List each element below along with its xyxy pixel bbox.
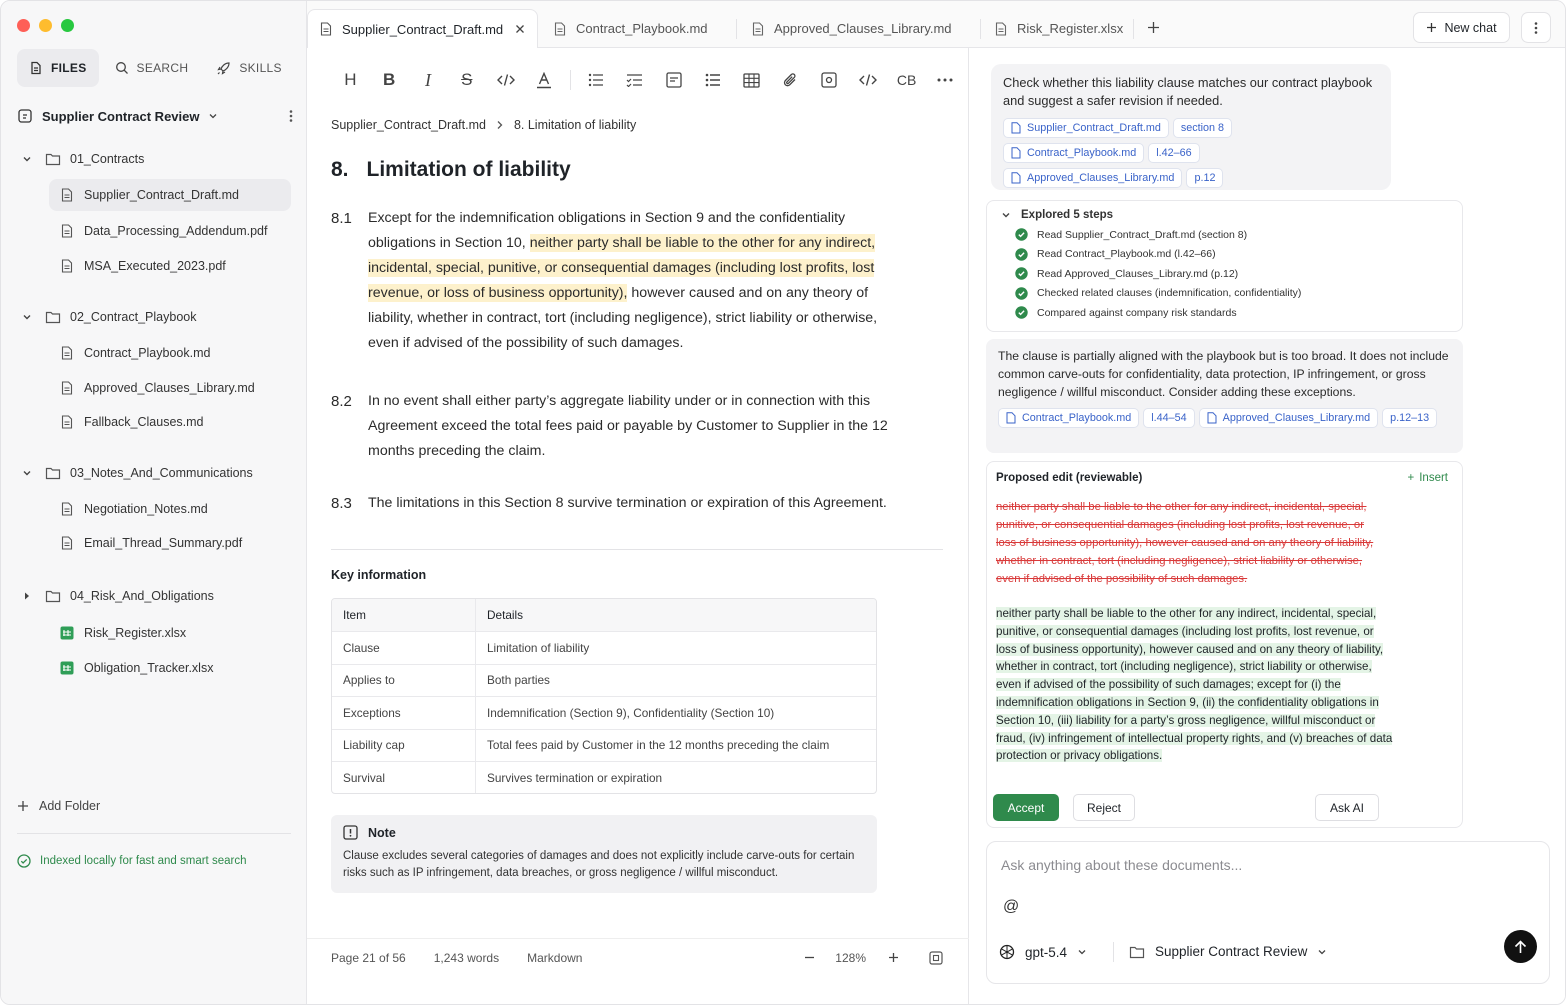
project-selector[interactable] (1129, 944, 1327, 959)
table-row (332, 631, 876, 663)
folder-03-notes-and-communications[interactable] (17, 457, 293, 489)
note-callout (331, 815, 877, 893)
strikethrough-icon: S (461, 70, 473, 89)
editor-pane (307, 48, 969, 1005)
tab-label: Contract_Playbook.md (576, 21, 708, 36)
add-folder-button[interactable] (17, 799, 100, 813)
code-icon (497, 73, 515, 87)
clause-text-pre: Except for the indemnification obligations in Section 9 and the confidentiality obligations in Section 10, (368, 210, 846, 251)
model-icon (999, 944, 1015, 960)
user-message-text: Check whether this liability clause matches our contract playbook and suggest a safer revision if needed. (1003, 75, 1373, 108)
plus-icon (1147, 21, 1160, 34)
reference-location-chip[interactable]: p.12–13 (1382, 408, 1437, 428)
numbered-list-button[interactable] (693, 66, 732, 94)
reference-chip[interactable] (1003, 143, 1144, 163)
checklist-button[interactable] (616, 66, 655, 94)
heading-icon: H (344, 70, 357, 89)
tab-search-label: SEARCH (136, 61, 189, 75)
bold-button[interactable] (370, 66, 409, 94)
tab-search[interactable] (103, 49, 201, 87)
document-icon (59, 187, 75, 203)
check-circle-icon (1015, 287, 1028, 300)
reference-file: Contract_Playbook.md (1027, 147, 1137, 159)
chat-input[interactable]: Ask anything about these documents... (1001, 857, 1243, 873)
reference-chip[interactable] (1003, 168, 1182, 188)
file-contract-playbook[interactable] (49, 337, 325, 369)
reference-file: Approved_Clauses_Library.md (1222, 412, 1371, 424)
text-color-icon (536, 72, 552, 89)
step-item (1015, 303, 1448, 323)
bold-icon: B (383, 70, 396, 89)
new-tab-button[interactable] (1147, 21, 1160, 34)
clause-number: 8.1 (331, 210, 352, 227)
new-chat-button[interactable] (1413, 12, 1510, 43)
table-row (332, 761, 876, 793)
reference-file: Supplier_Contract_Draft.md (1027, 122, 1161, 134)
folder-icon (45, 588, 61, 604)
tab-files[interactable] (17, 49, 99, 87)
tab-label: Risk_Register.xlsx (1017, 21, 1124, 36)
tab-bar (307, 1, 1566, 48)
step-text: Compared against company risk standards (1037, 306, 1237, 319)
clause-number: 8.2 (331, 393, 352, 410)
key-info-table (331, 598, 877, 794)
check-circle-icon (1015, 228, 1028, 241)
step-item (1015, 284, 1448, 304)
clause-text-post: however caused and on any theory of liability, whether in contract, tort (including negligence), strict liability or otherwise, even if advised of the possibility of such damages. (368, 285, 878, 351)
attach-button[interactable] (771, 66, 810, 94)
key-info-title: Key information (331, 568, 427, 582)
table-row (332, 729, 876, 761)
more-horizontal-icon (937, 78, 953, 82)
accept-button[interactable]: Accept (993, 794, 1059, 821)
info-icon (343, 825, 358, 840)
table-row (332, 664, 876, 696)
table-cell: Both parties (487, 673, 550, 688)
clause-8-1[interactable] (331, 206, 911, 356)
embed-icon (821, 72, 837, 88)
list-icon (705, 73, 721, 87)
cb-button[interactable] (887, 66, 926, 94)
file-label: Supplier_Contract_Draft.md (84, 188, 239, 202)
file-label: Data_Processing_Addendum.pdf (84, 224, 268, 238)
clause-8-2[interactable] (331, 389, 911, 464)
file-obligation-tracker[interactable] (49, 652, 325, 684)
code-icon (859, 73, 877, 87)
model-selector[interactable] (999, 944, 1087, 960)
embed-button[interactable] (810, 66, 849, 94)
minimize-window-button[interactable] (39, 19, 52, 32)
document-icon (59, 345, 75, 361)
table-cell: Survives termination or expiration (487, 770, 663, 785)
file-email-thread-summary[interactable] (49, 527, 325, 559)
workspace-icon (17, 108, 33, 124)
editor-mode[interactable]: Markdown (527, 950, 583, 965)
table-cell: Liability cap (332, 730, 476, 761)
step-list (1001, 225, 1448, 323)
document-icon (1011, 147, 1021, 159)
reference-file: Contract_Playbook.md (1022, 412, 1132, 424)
page-indicator: Page 21 of 56 (331, 950, 406, 965)
document-icon (995, 22, 1007, 36)
clause-8-3[interactable] (331, 491, 951, 516)
document-icon (59, 535, 75, 551)
italic-icon: I (424, 69, 431, 90)
workspace-name: Supplier Contract Review (42, 108, 200, 124)
file-label: Approved_Clauses_Library.md (84, 381, 255, 395)
document-icon (59, 380, 75, 396)
deleted-text: neither party shall be liable to the other for any indirect, incidental, special, punitive, or consequential damages (including lost profits, lost revenue, or loss of business opportunity), however caused and on any theory of liability, whether in contract, tort (including negligence), strict liability or otherwise, even if advised of the possibility of such damages. (996, 501, 1374, 585)
document-icon (554, 22, 566, 36)
cb-label: CB (896, 72, 917, 88)
new-chat-label: New chat (1444, 20, 1497, 35)
table-cell: Survival (332, 762, 476, 793)
chevron-down-icon (19, 151, 35, 167)
chevron-down-icon (19, 309, 35, 325)
table-row (332, 696, 876, 728)
tab-contract-playbook[interactable] (542, 9, 720, 48)
document-icon (1011, 122, 1021, 134)
tab-skills[interactable] (204, 49, 294, 87)
document-icon (1006, 412, 1016, 424)
strikethrough-button[interactable] (447, 66, 486, 94)
sidebar (1, 1, 307, 1005)
file-approved-clauses-library[interactable] (49, 372, 325, 404)
assistant-response-text: The clause is partially aligned with the playbook but is too broad. It does not include common carve-outs for confidentiality, data protection, IP infringement, or gross negligence / willful misconduct. Consider adding these exceptions. (998, 349, 1449, 399)
table-icon (743, 73, 760, 88)
more-tools-button[interactable] (926, 66, 965, 94)
divider (331, 549, 943, 550)
check-circle-icon (1015, 248, 1028, 261)
paperclip-icon (782, 72, 798, 88)
reference-location-chip[interactable]: p.12 (1186, 168, 1223, 188)
folder-label: 02_Contract_Playbook (70, 310, 197, 324)
document-icon (752, 22, 764, 36)
tab-separator (1133, 19, 1134, 39)
check-circle-icon (1015, 267, 1028, 280)
tab-files-label: FILES (51, 61, 87, 75)
table-header-row (332, 599, 876, 631)
table-cell: Limitation of liability (487, 641, 590, 656)
assistant-response (986, 339, 1463, 453)
chevron-down-icon (19, 465, 35, 481)
step-text: Read Supplier_Contract_Draft.md (section 8) (1037, 228, 1248, 241)
added-text-content: neither party shall be liable to the other for any indirect, incidental, special, punitive, or consequential damages (including lost profits, lost revenue, or loss of business opportunity), however caused and on any theory of liability, whether in contract, tort (including negligence), strict liability or otherwise, even if advised of the possibility of such damages; except for (i) the indemnification obligations in Section 9, (ii) the confidentiality obligations in Section 10, (iii) liability for a party’s gross negligence, willful misconduct or fraud, (iv) infringement of intellectual property rights, and (v) breaches of data protection or privacy obligations. (996, 607, 1393, 763)
checklist-icon (626, 73, 643, 87)
file-fallback-clauses[interactable] (49, 406, 325, 438)
separator (1113, 942, 1114, 962)
heading-number: 8. (331, 158, 349, 181)
chevron-down-icon (1077, 947, 1087, 957)
heading-button[interactable] (331, 66, 370, 94)
project-name: Supplier Contract Review (1155, 944, 1308, 959)
rocket-icon (216, 61, 231, 76)
document-icon (59, 501, 75, 517)
send-button[interactable] (1504, 930, 1537, 963)
word-count: 1,243 words (433, 950, 500, 965)
sidebar-tabs (17, 49, 294, 87)
toolbar-separator (570, 70, 571, 90)
clause-text: In no event shall either party’s aggregate liability under or in connection with this Agreement exceed the total fees paid or payable by Customer to Supplier in the 12 months preceding the claim. (368, 393, 888, 459)
chevron-down-icon (1001, 210, 1011, 220)
file-label: Risk_Register.xlsx (84, 626, 187, 640)
reference-row (1003, 168, 1379, 188)
spreadsheet-icon (59, 625, 75, 641)
clause-number: 8.3 (331, 495, 352, 512)
step-item (1015, 225, 1448, 245)
document-icon (59, 223, 75, 239)
assistant-panel (969, 48, 1566, 1005)
file-label: MSA_Executed_2023.pdf (84, 259, 226, 273)
reference-chip[interactable] (1199, 408, 1378, 428)
tab-supplier-contract-draft[interactable] (307, 9, 538, 48)
reference-row (1003, 118, 1379, 138)
clause-text: The limitations in this Section 8 survive termination or expiration of this Agreement. (368, 495, 887, 511)
folder-icon (45, 151, 61, 167)
folder-01-contracts[interactable] (17, 143, 293, 175)
heading-text: Limitation of liability (366, 158, 571, 181)
file-icon (29, 61, 43, 75)
table-button[interactable] (732, 66, 771, 94)
file-data-processing-addendum[interactable] (49, 215, 325, 247)
document-icon (1011, 172, 1021, 184)
reject-button[interactable]: Reject (1073, 794, 1135, 821)
italic-button[interactable] (409, 66, 448, 94)
folder-icon (45, 465, 61, 481)
table-cell: Exceptions (332, 697, 476, 728)
step-item (1015, 264, 1448, 284)
chevron-right-icon (496, 120, 504, 130)
tab-approved-clauses-library[interactable] (740, 9, 964, 48)
reference-file: Approved_Clauses_Library.md (1027, 172, 1175, 184)
bullet-list-button[interactable] (577, 66, 616, 94)
reference-chip[interactable] (998, 408, 1139, 428)
tab-separator (980, 19, 981, 39)
table-cell: Applies to (332, 665, 476, 696)
tab-skills-label: SKILLS (239, 61, 282, 75)
chat-input-box (986, 841, 1550, 984)
breadcrumb-file[interactable]: Supplier_Contract_Draft.md (331, 118, 486, 132)
reference-location-chip[interactable]: l.44–54 (1143, 408, 1194, 428)
sidebar-divider (17, 833, 291, 834)
search-icon (115, 61, 129, 75)
document-icon (320, 22, 332, 36)
folder-04-risk-and-obligations[interactable] (17, 580, 293, 612)
more-vertical-icon (1534, 21, 1538, 35)
index-status (17, 854, 246, 868)
text-color-button[interactable] (525, 66, 564, 94)
reference-row (1003, 143, 1379, 163)
step-text: Read Approved_Clauses_Library.md (p.12) (1037, 267, 1239, 280)
inline-code-button[interactable] (486, 66, 525, 94)
folder-icon (45, 309, 61, 325)
tab-risk-register[interactable] (983, 9, 1135, 48)
folder-label: 03_Notes_And_Communications (70, 466, 253, 480)
chevron-down-icon (1317, 947, 1327, 957)
bullet-list-icon (588, 73, 604, 87)
chevron-right-icon (19, 588, 35, 604)
code-block-button[interactable] (848, 66, 887, 94)
reference-location-chip[interactable]: section 8 (1173, 118, 1232, 138)
step-text: Checked related clauses (indemnification, confidentiality) (1037, 287, 1302, 300)
table-cell: Indemnification (Section 9), Confidentiality (Section 10) (487, 705, 775, 720)
explored-steps (986, 200, 1463, 332)
document-icon (59, 258, 75, 274)
insert-button[interactable] (1408, 472, 1448, 484)
plus-icon: + (1407, 472, 1415, 484)
file-label: Negotiation_Notes.md (84, 502, 208, 516)
folder-icon (1129, 945, 1145, 959)
highlighted-text: neither party shall be liable to the other for any indirect, incidental, special, punitive, or consequential damages (including lost profits, lost revenue, or loss of business opportunity), (368, 235, 876, 301)
close-tab-icon[interactable] (515, 24, 525, 34)
clause-text (368, 206, 908, 356)
callout-icon (666, 72, 682, 88)
note-title: Note (368, 825, 396, 840)
user-message (991, 64, 1391, 190)
table-header: Item (332, 599, 476, 631)
file-negotiation-notes[interactable] (49, 493, 325, 525)
document-icon (1207, 412, 1217, 424)
status-bar (307, 938, 969, 976)
format-toolbar (331, 66, 965, 94)
document-icon (59, 414, 75, 430)
callout-button[interactable] (654, 66, 693, 94)
tab-label: Approved_Clauses_Library.md (774, 21, 952, 36)
close-window-button[interactable] (17, 19, 30, 32)
check-circle-icon (1015, 306, 1028, 319)
explored-title: Explored 5 steps (1021, 209, 1114, 221)
ask-ai-button[interactable]: Ask AI (1315, 794, 1379, 821)
model-name: gpt-5.4 (1025, 944, 1068, 960)
table-cell: Total fees paid by Customer in the 12 months preceding the claim (487, 738, 830, 753)
plus-icon (1426, 22, 1437, 33)
step-text: Read Contract_Playbook.md (l.42–66) (1037, 248, 1216, 261)
note-header (343, 825, 865, 840)
file-label: Obligation_Tracker.xlsx (84, 661, 214, 675)
folder-label: 04_Risk_And_Obligations (70, 589, 214, 603)
added-text (996, 605, 1394, 765)
breadcrumb (331, 118, 636, 132)
chevron-down-icon (208, 111, 218, 121)
table-cell: Clause (332, 632, 476, 663)
zoom-in-button[interactable] (888, 952, 899, 963)
note-body: Clause excludes several categories of damages and does not explicitly include carve-outs for certain risks such as IP infringement, data breaches, or gross negligence / willful misconduct. (343, 850, 855, 879)
check-circle-icon (17, 854, 31, 868)
file-label: Contract_Playbook.md (84, 346, 211, 360)
folder-label: 01_Contracts (70, 152, 145, 166)
reference-location-chip[interactable]: l.42–66 (1148, 143, 1199, 163)
proposed-edit-card (986, 461, 1463, 828)
file-msa-executed-2023[interactable] (49, 250, 325, 282)
section-heading (331, 158, 571, 182)
spreadsheet-icon (59, 660, 75, 676)
reference-chip[interactable] (1003, 118, 1169, 138)
step-item (1015, 245, 1448, 265)
tab-separator (736, 19, 737, 39)
workspace-selector[interactable] (17, 105, 293, 127)
plus-icon (17, 800, 29, 812)
file-risk-register[interactable] (49, 617, 325, 649)
index-status-text: Indexed locally for fast and smart search (40, 855, 247, 867)
file-label: Email_Thread_Summary.pdf (84, 536, 243, 550)
tab-label: Supplier_Contract_Draft.md (342, 21, 504, 37)
breadcrumb-section[interactable]: 8. Limitation of liability (513, 118, 637, 132)
insert-label: Insert (1419, 472, 1448, 484)
fit-view-button[interactable] (929, 951, 943, 965)
workspace-menu-button[interactable] (289, 109, 293, 123)
proposed-edit-title: Proposed edit (reviewable) (996, 472, 1143, 484)
reference-row (998, 408, 1451, 428)
file-label: Fallback_Clauses.md (84, 415, 204, 429)
window-controls (17, 19, 74, 32)
zoom-out-button[interactable] (804, 952, 815, 963)
table-header: Details (487, 608, 524, 623)
folder-02-contract-playbook[interactable] (17, 301, 293, 333)
more-options-button[interactable] (1521, 12, 1551, 43)
arrow-up-icon (1514, 940, 1527, 954)
add-folder-label: Add Folder (39, 799, 101, 813)
file-supplier-contract-draft[interactable] (49, 179, 291, 211)
zoom-level: 128% (835, 950, 866, 965)
explored-toggle[interactable] (1001, 209, 1448, 221)
mention-button[interactable]: @ (1003, 898, 1020, 915)
maximize-window-button[interactable] (61, 19, 74, 32)
